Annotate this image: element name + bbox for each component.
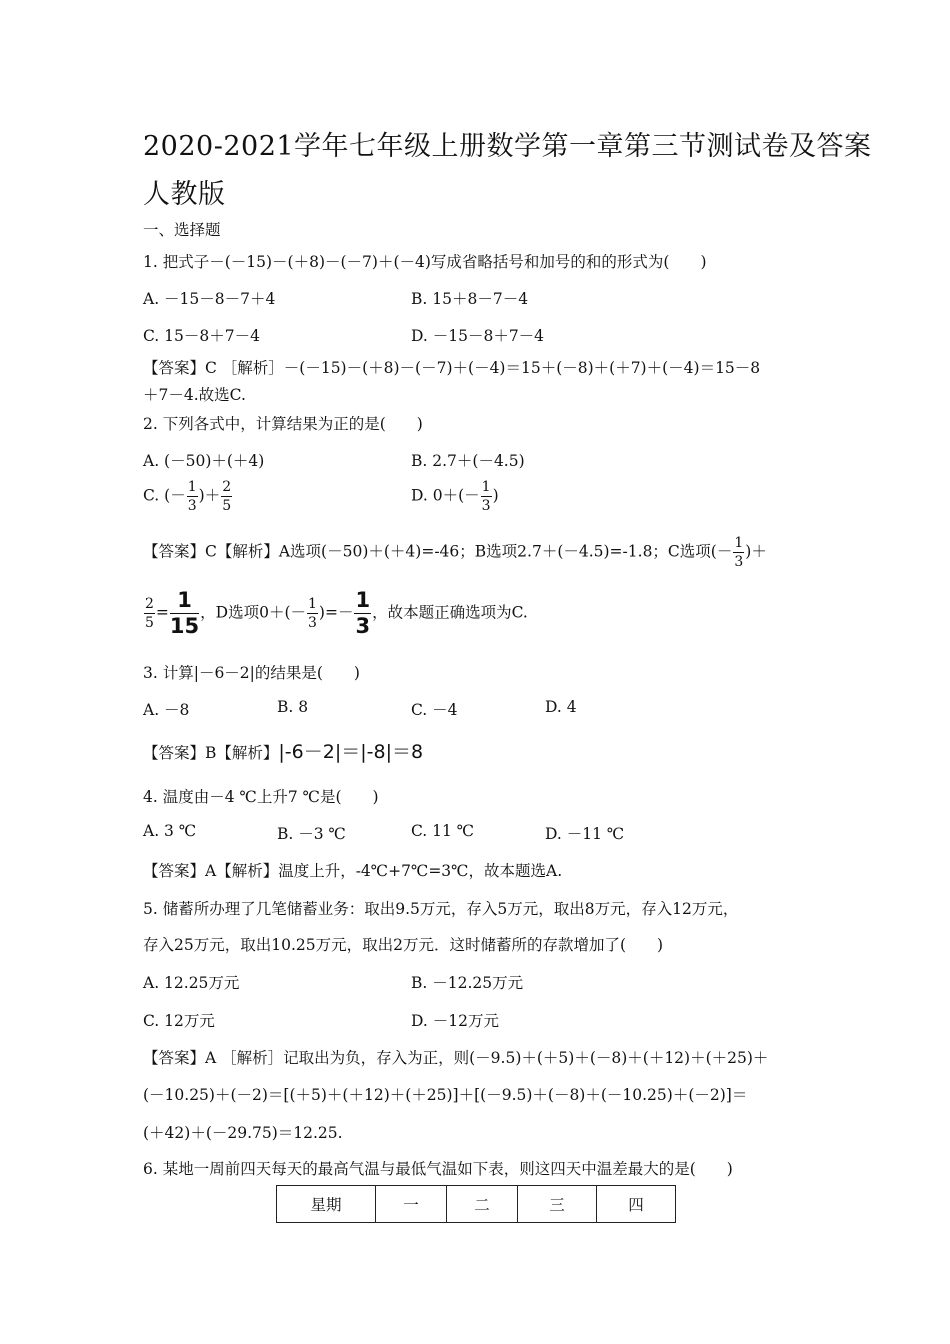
q5-answer-line-2: (－10.25)＋(－2)＝[(＋5)＋(＋12)＋(＋25)]＋[(－9.5)＋(－8)＋(－10.25)＋(－2)]＝ [143,1086,748,1104]
q2-answer-line-1 [143,536,767,569]
q5-option-b: B. －12.25万元 [411,974,524,992]
fraction-numerator: 2 [222,479,232,495]
fraction-denominator: 3 [734,554,744,570]
q5-answer-line-1: 【答案】A ［解析］记取出为负，存入为正，则(－9.5)＋(＋5)＋(－8)＋(＋12)＋(＋25)＋ [143,1049,769,1067]
fraction-two-fifths [144,597,155,630]
title-line-1: 2020-2021学年七年级上册数学第一章第三节测试卷及答案 [143,131,872,162]
q2-option-b: B. 2.7＋(－4.5) [411,452,525,470]
q4-option-b: B. －3 ℃ [277,825,346,843]
q2-answer-equals: = [155,603,169,622]
q4-stem: 4. 温度由－4 ℃上升7 ℃是( ) [143,788,379,806]
fraction-numerator: 1 [187,479,197,495]
q2-stem: 2. 下列各式中，计算结果为正的是( ) [143,415,423,433]
q5-option-c: C. 12万元 [143,1012,215,1030]
q4-answer: 【答案】A【解析】温度上升，-4℃+7℃=3℃，故本题选A. [143,862,563,880]
fraction-denominator: 15 [169,614,200,638]
q2-answer-mid: ，D选项0＋(－ [200,603,306,622]
fraction-denominator: 5 [222,498,232,514]
q5-stem-line-2: 存入25万元，取出10.25万元，取出2万元．这时储蓄所的存款增加了( ) [143,936,664,954]
q2-option-c [143,480,233,513]
q2-option-d [411,480,499,513]
q2-answer-text: 【答案】C【解析】A选项(－50)＋(＋4)=-46；B选项2.7＋(－4.5)=-1.8；C选项(－ [143,542,733,561]
q2-answer-line-2 [143,590,528,637]
title-line-2: 人教版 [143,179,226,210]
q3-stem: 3. 计算|－6－2|的结果是( ) [143,664,360,682]
q3-option-d: D. 4 [545,698,577,716]
q5-option-d: D. －12万元 [411,1012,499,1030]
q3-option-b: B. 8 [277,698,309,716]
q3-answer-prefix: 【答案】B【解析】 [143,744,279,762]
q1-option-d: D. －15－8＋7－4 [411,327,545,345]
fraction-numerator: 1 [170,590,199,614]
q5-answer-line-3: (＋42)＋(－29.75)＝12.25. [143,1124,343,1142]
table-cell: 一 [376,1186,447,1223]
fraction-denominator: 3 [308,615,317,631]
fraction-numerator: 1 [734,535,744,551]
q1-option-a: A. －15－8－7＋4 [143,290,276,308]
fraction-one-third [187,480,198,513]
q1-option-c: C. 15－8＋7－4 [143,327,260,345]
q1-stem: 1. 把式子－(－15)－(＋8)－(－7)＋(－4)写成省略括号和加号的和的形式为( ) [143,253,707,271]
q6-stem: 6. 某地一周前四天每天的最高气温与最低气温如下表，则这四天中温差最大的是( ) [143,1160,733,1178]
q4-option-c: C. 11 ℃ [411,822,475,840]
fraction-numerator: 1 [308,596,317,612]
fraction-one-third [481,480,492,513]
q2-option-d-prefix: D. 0＋(－ [411,486,480,505]
fraction-numerator: 2 [145,596,154,612]
fraction-one-fifteenth [170,590,199,637]
table-header-row [277,1186,676,1223]
fraction-denominator: 3 [481,498,491,514]
section-heading: 一、选择题 [143,221,221,239]
q5-option-a: A. 12.25万元 [143,974,240,992]
q1-answer-line-2: ＋7－4.故选C. [143,386,246,404]
fraction-one-third [733,536,744,569]
q3-option-c: C. －4 [411,701,458,719]
table-cell: 星期 [277,1186,376,1223]
q1-answer-line-1: 【答案】C ［解析］－(－15)－(＋8)－(－7)＋(－4)＝15＋(－8)＋(＋7)＋(－4)＝15－8 [143,359,761,377]
q1-option-b: B. 15＋8－7－4 [411,290,529,308]
q3-answer [143,737,423,764]
fraction-numerator: 1 [355,588,371,612]
fraction-two-fifths [221,480,232,513]
q3-answer-math: |-6－2|＝|-8|＝8 [278,741,424,763]
q3-option-a: A. －8 [143,701,190,719]
q2-answer-text-end: )＋ [745,542,767,561]
q4-option-d: D. －11 ℃ [545,825,625,843]
q2-option-c-mid: )＋ [198,486,221,505]
q2-answer-mid2: )=－ [318,603,354,622]
table-cell: 四 [597,1186,676,1223]
q2-answer-end: ，故本题正确选项为C. [372,603,528,622]
table-cell: 三 [518,1186,597,1223]
temperature-table [276,1185,676,1223]
fraction-denominator: 5 [145,615,154,631]
fraction-numerator: 1 [481,479,491,495]
q5-stem-line-1: 5. 储蓄所办理了几笔储蓄业务：取出9.5万元，存入5万元，取出8万元，存入12万元， [143,900,739,918]
fraction-one-third [307,597,318,630]
fraction-denominator: 3 [355,614,371,638]
fraction-one-third-bold [354,590,371,637]
fraction-denominator: 3 [187,498,197,514]
q2-option-c-prefix: C. (－ [143,486,186,505]
q2-option-d-suffix: ) [492,486,499,505]
table-cell: 二 [447,1186,518,1223]
q4-option-a: A. 3 ℃ [143,822,197,840]
q2-option-a: A. (－50)＋(＋4) [143,452,265,470]
